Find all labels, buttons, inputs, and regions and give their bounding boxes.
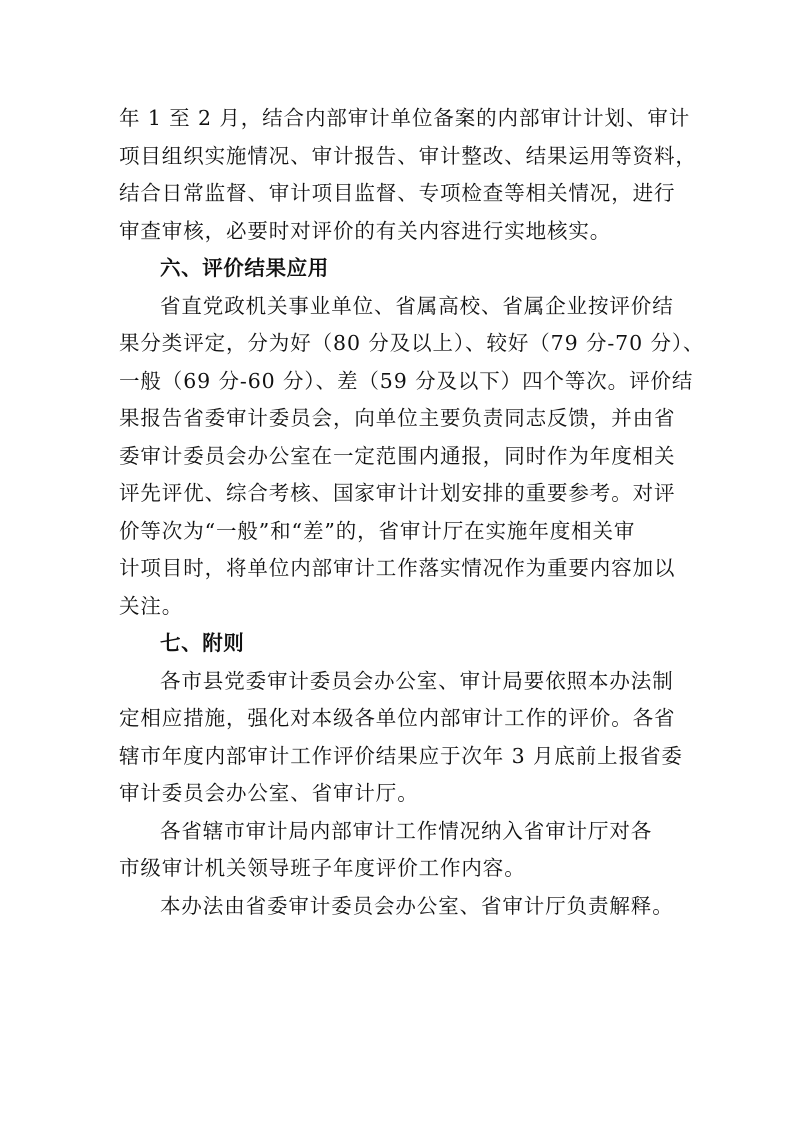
text-line: 委审计委员会办公室在一定范围内通报，同时作为年度相关 — [119, 443, 676, 468]
document-body — [119, 100, 705, 925]
text-line: 项目组织实施情况、审计报告、审计整改、结果运用等资料， — [119, 143, 697, 168]
text-line: 市级审计机关领导班子年度评价工作内容。 — [119, 856, 526, 880]
text-line: 计项目时，将单位内部审计工作落实情况作为重要内容加以 — [119, 556, 676, 580]
heading-text: 六、评价结果应用 — [160, 256, 329, 280]
section-heading-6 — [119, 250, 679, 288]
text-line: 一般（69 分-60 分）、差（59 分及以下）四个等次。评价结 — [119, 368, 694, 393]
text-line: 年 1 至 2 月，结合内部审计单位备案的内部审计计划、审计 — [119, 106, 691, 130]
text-line: 定相应措施，强化对本级各单位内部审计工作的评价。各省 — [119, 706, 676, 730]
paragraph-result-application — [119, 288, 705, 626]
paragraph-review-process — [119, 100, 697, 250]
paragraph-city-audit-bureau — [119, 813, 679, 888]
text-line: 果报告省委审计委员会，向单位主要负责同志反馈，并由省 — [119, 406, 676, 430]
text-line: 各省辖市审计局内部审计工作情况纳入省审计厅对各 — [160, 818, 653, 843]
text-line: 各市县党委审计委员会办公室、审计局要依照本办法制 — [160, 668, 674, 693]
text-line: 审查审核，必要时对评价的有关内容进行实地核实。 — [119, 218, 612, 243]
text-line: 关注。 — [119, 593, 184, 618]
text-line: 省直党政机关事业单位、省属高校、省属企业按评价结 — [160, 293, 674, 318]
text-line: 评先评优、综合考核、国家审计计划安排的重要参考。对评 — [119, 481, 676, 505]
text-line: 辖市年度内部审计工作评价结果应于次年 3 月底前上报省委 — [119, 743, 683, 768]
paragraph-interpretation — [119, 888, 679, 926]
text-line: 果分类评定，分为好（80 分及以上）、较好（79 分-70 分）、 — [119, 331, 705, 355]
text-line: 结合日常监督、审计项目监督、专项检查等相关情况，进行 — [119, 181, 676, 205]
heading-text: 七、附则 — [160, 631, 245, 655]
paragraph-county-measures — [119, 663, 683, 813]
text-line: 审计委员会办公室、省审计厅。 — [119, 781, 419, 805]
text-line: 本办法由省委审计委员会办公室、省审计厅负责解释。 — [160, 893, 674, 918]
section-heading-7 — [119, 625, 679, 663]
text-line: 价等次为“一般”和“差”的，省审计厅在实施年度相关审 — [119, 518, 636, 543]
